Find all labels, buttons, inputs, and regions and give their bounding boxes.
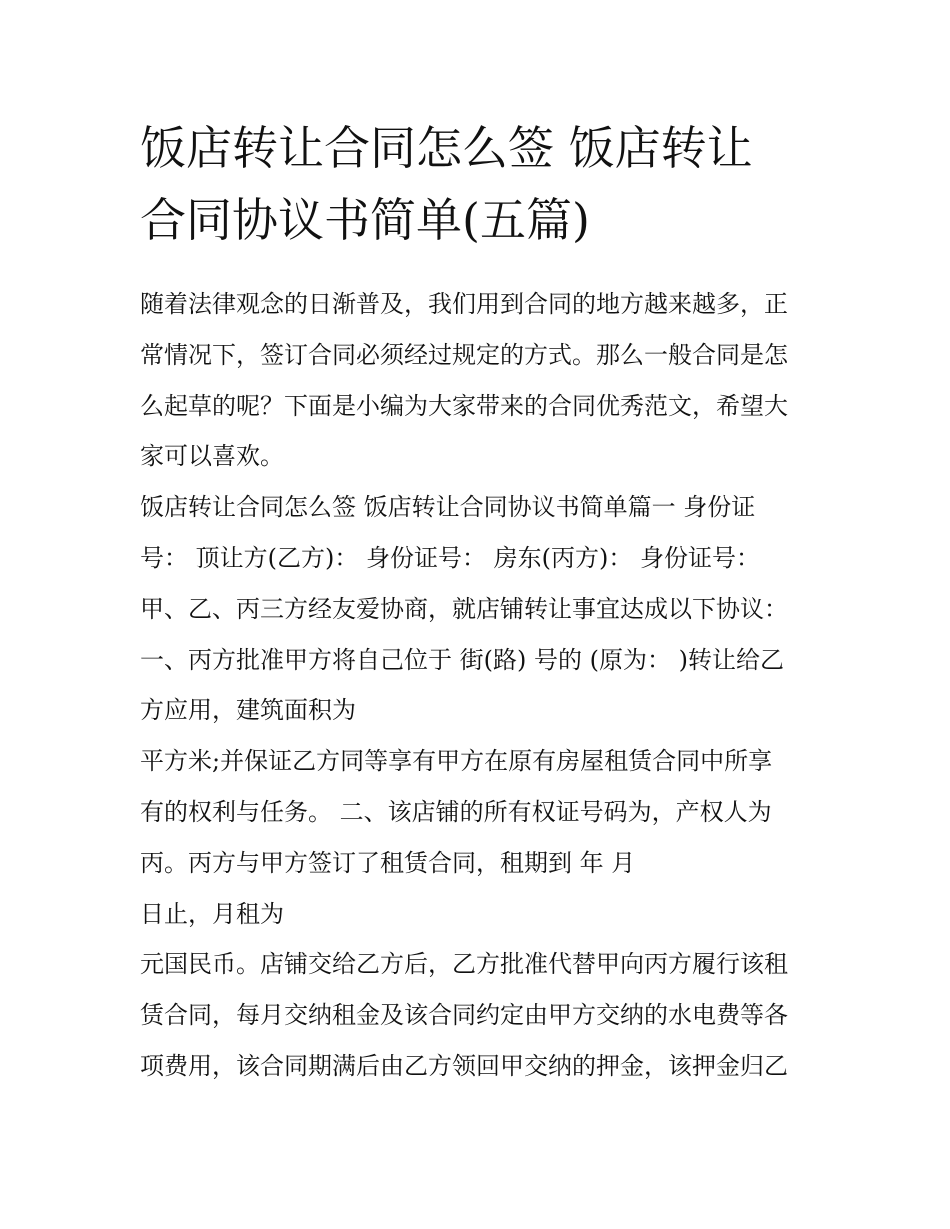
body-line: 丙。丙方与甲方签订了租赁合同，租期到 年 月 [140, 848, 636, 877]
title-line: 合同协议书简单(五篇) [140, 193, 590, 247]
body-line: 随着法律观念的日渐普及，我们用到合同的地方越来越多，正 [140, 290, 788, 318]
body-line: 赁合同，每月交纳租金及该合同约定由甲方交纳的水电费等各 [140, 1001, 788, 1030]
document-body [140, 279, 820, 1092]
body-line: 元国民币。店铺交给乙方后，乙方批准代替甲向丙方履行该租 [140, 950, 788, 979]
body-line: 么起草的呢？下面是小编为大家带来的合同优秀范文，希望大 [140, 391, 788, 420]
body-line: 项费用，该合同期满后由乙方领回甲交纳的押金，该押金归乙 [140, 1051, 788, 1080]
body-line: 有的权利与任务。 二、该店铺的所有权证号码为，产权人为 [140, 797, 772, 826]
body-line: 日止，月租为 [140, 899, 284, 928]
body-line: 饭店转让合同怎么签 饭店转让合同协议书简单篇一 身份证 [140, 493, 756, 522]
body-line: 甲、乙、丙三方经友爱协商，就店铺转让事宜达成以下协议： [140, 594, 788, 623]
document-title [140, 112, 820, 256]
body-line: 一、丙方批准甲方将自己位于 街(路) 号的 (原为： )转让给乙 [140, 645, 784, 674]
title-line: 饭店转让合同怎么签 饭店转让 [140, 121, 753, 175]
body-line: 平方米;并保证乙方同等享有甲方在原有房屋租赁合同中所享 [140, 747, 773, 776]
body-line: 常情况下，签订合同必须经过规定的方式。那么一般合同是怎 [140, 340, 788, 369]
body-line: 号： 顶让方(乙方)： 身份证号： 房东(丙方)： 身份证号： [140, 543, 760, 572]
body-line: 方应用，建筑面积为 [140, 696, 356, 725]
body-line: 家可以喜欢。 [140, 442, 284, 471]
